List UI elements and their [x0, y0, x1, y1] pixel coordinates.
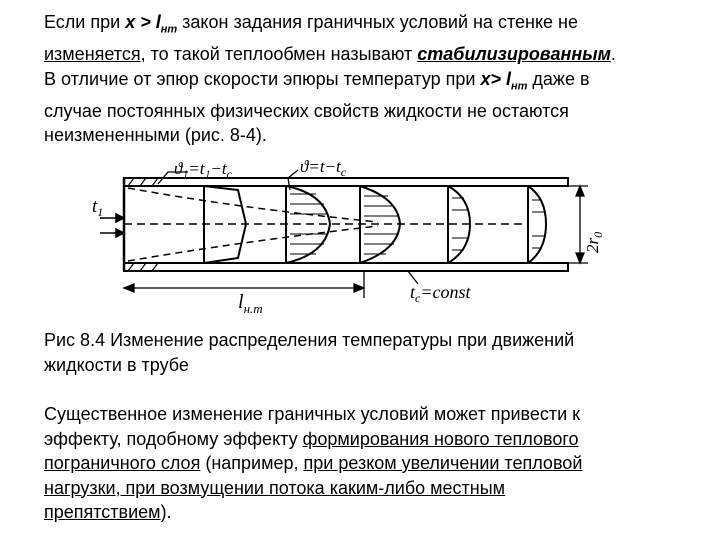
para1-line3 [44, 67, 704, 99]
para1-line1 [44, 10, 704, 42]
underlined-text: при резком увеличении тепловой [303, 453, 583, 473]
paragraph-boundary-conditions-change [44, 402, 704, 525]
formula-x: x > l [125, 12, 161, 32]
subscript-nt: нт [510, 80, 528, 93]
text: закон задания граничных условий на стенке не [177, 12, 578, 32]
para1-line5: неизмененными (рис. 8-4). [44, 125, 267, 146]
para3-line5 [44, 500, 704, 525]
para3-line2 [44, 427, 704, 452]
term-stabilized: стабилизированным [417, 44, 611, 65]
label-theta1: $ϑ_1=t_1-t_c$ [174, 159, 232, 181]
underlined-text: препятствием [44, 502, 161, 522]
temperature-profile-figure [88, 158, 608, 320]
label-t1: $t_1$ [92, 196, 104, 219]
subscript-nt: нт [160, 23, 178, 36]
text: Если при [44, 12, 126, 32]
underlined-text: изменяется [44, 44, 141, 65]
caption-line1: Рис 8.4 Изменение распределения температуры при движений [44, 330, 575, 350]
label-diameter: $2r_0$ [583, 231, 605, 253]
underlined-text: формирования нового теплового [302, 428, 579, 449]
text: . [610, 44, 616, 65]
para1-line4: случае постоянных физических свойств жидкости не остаются [44, 100, 569, 121]
inlet-arrows [100, 214, 124, 237]
text: ). [160, 502, 172, 522]
para1-line2 [44, 42, 704, 67]
para3-line4: нагрузки, при возмущении потока каким-либо местным [44, 477, 506, 498]
para3-line1: Существенное изменение граничных условий может привести к [44, 404, 581, 424]
para3-line3 [44, 451, 704, 476]
entrance-length-dimension [124, 271, 364, 298]
figure-caption [44, 328, 704, 377]
text: , то такой теплообмен называют [140, 44, 418, 65]
caption-line2: жидкости в трубе [44, 354, 189, 375]
label-wall-temperature: $t_c=const$ [410, 282, 471, 305]
underlined-text: пограничного слоя [44, 453, 201, 473]
label-theta: $ϑ=t-t_c$ [300, 158, 347, 179]
text: эффекту, подобному эффекту [44, 428, 303, 449]
formula-x: x> l [480, 68, 511, 89]
paragraph-stabilized-heat-transfer [44, 10, 704, 148]
text: В отличие от эпюр скорости эпюры температур при [44, 68, 481, 89]
text: (например, [200, 453, 304, 473]
label-entrance-length: $l_{н.т}$ [238, 291, 263, 316]
text: даже в [527, 68, 590, 89]
